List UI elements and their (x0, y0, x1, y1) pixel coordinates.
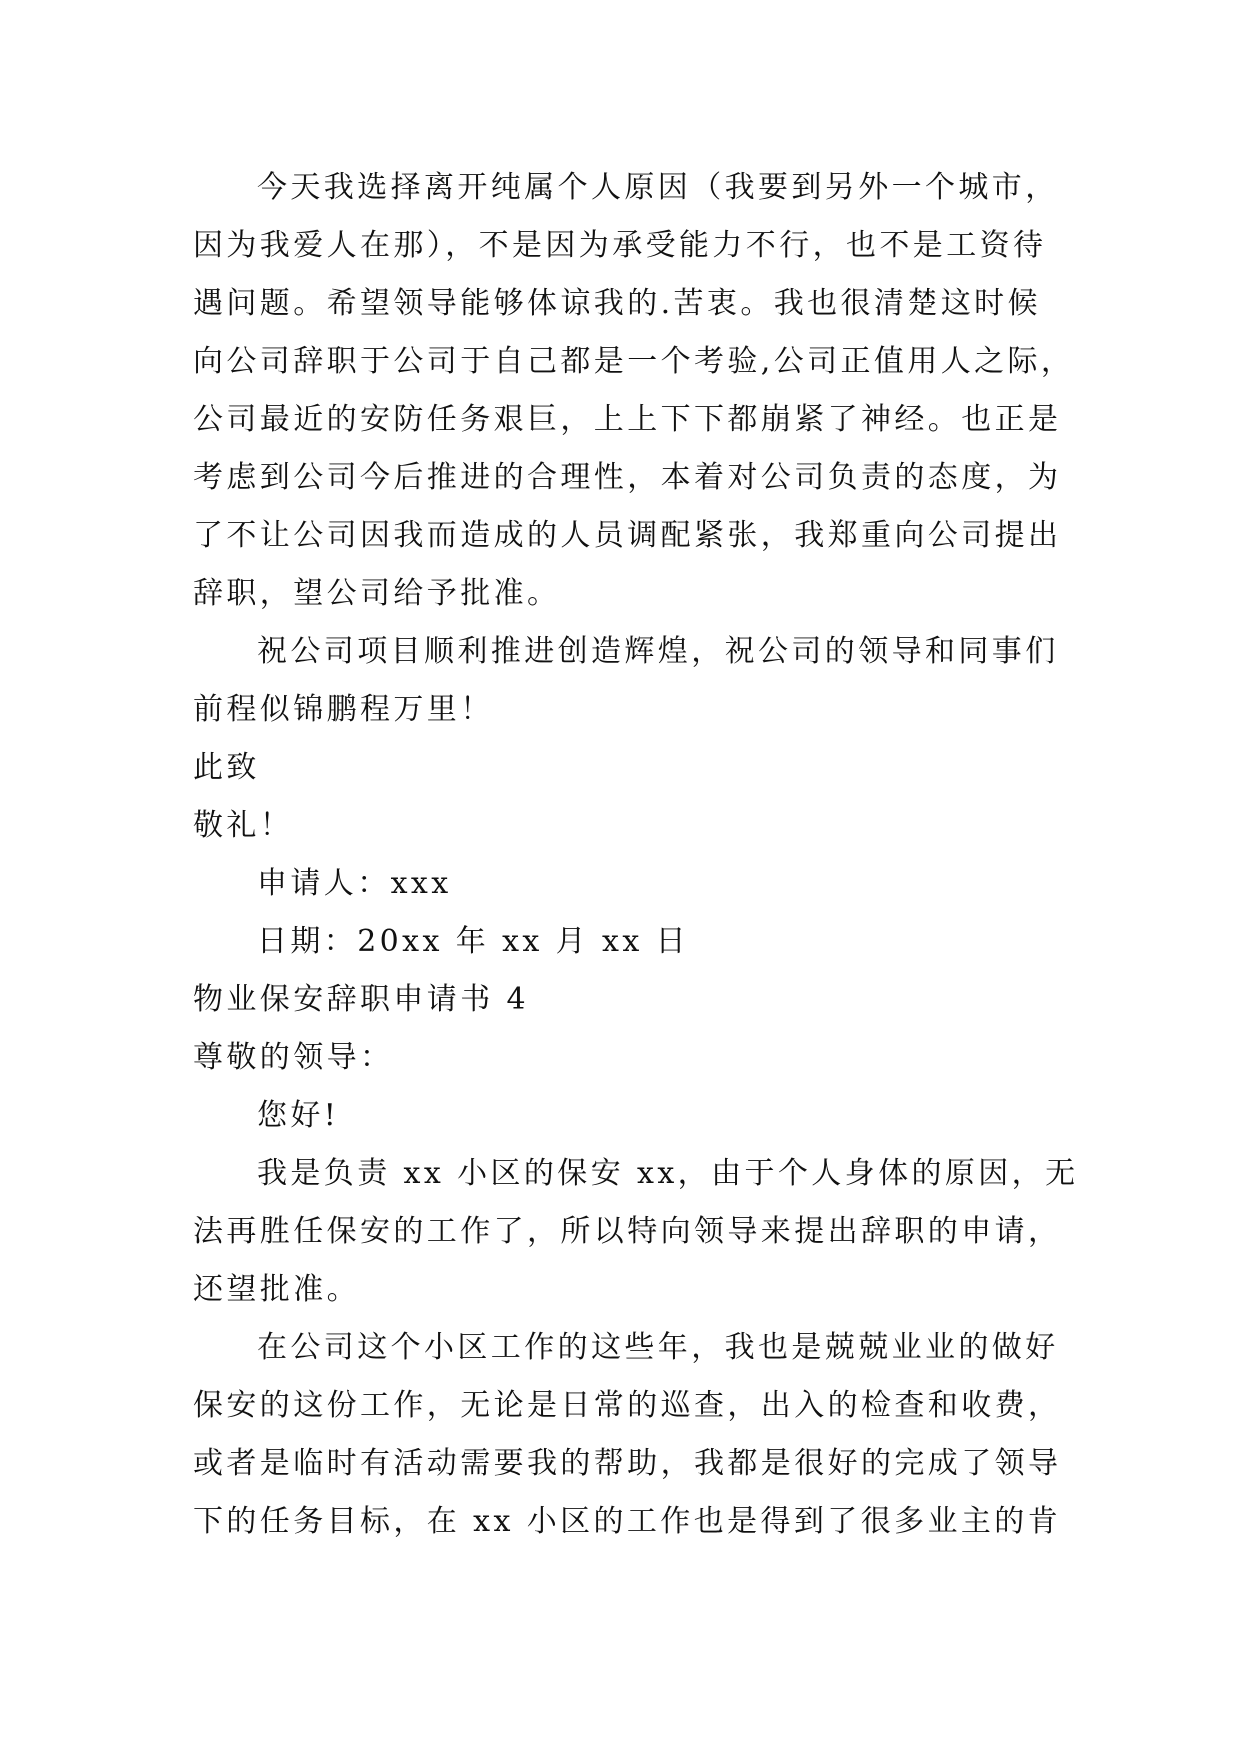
salutation: 尊敬的领导： (193, 1040, 394, 1075)
closing-line: 敬礼！ (193, 808, 294, 843)
date-line: 日期：20xx 年 xx 月 xx 日 (257, 924, 689, 959)
paragraph-line: 公司最近的安防任务艰巨，上上下下都崩紧了神经。也正是 (193, 402, 1062, 437)
paragraph-line: 我是负责 xx 小区的保安 xx，由于个人身体的原因，无 (257, 1156, 1079, 1191)
paragraph-line: 考虑到公司今后推进的合理性，本着对公司负责的态度，为 (193, 460, 1062, 495)
paragraph-line: 在公司这个小区工作的这些年，我也是兢兢业业的做好 (257, 1330, 1059, 1365)
paragraph-line: 前程似锦鹏程万里！ (193, 692, 494, 727)
paragraph-line: 遇问题。希望领导能够体谅我的.苦衷。我也很清楚这时候 (193, 286, 1041, 321)
paragraph-line: 保安的这份工作，无论是日常的巡查，出入的检查和收费， (193, 1388, 1062, 1423)
section-title: 物业保安辞职申请书 4 (193, 982, 530, 1017)
paragraph-line: 下的任务目标，在 xx 小区的工作也是得到了很多业主的肯 (193, 1504, 1062, 1539)
paragraph-line: 辞职，望公司给予批准。 (193, 576, 561, 611)
paragraph-line: 向公司辞职于公司于自己都是一个考验,公司正值用人之际， (193, 344, 1075, 379)
paragraph-line: 因为我爱人在那），不是因为承受能力不行，也不是工资待 (193, 228, 1047, 263)
greeting: 您好! (257, 1098, 340, 1133)
paragraph-line: 今天我选择离开纯属个人原因（我要到另外一个城市， (257, 170, 1059, 205)
applicant-line: 申请人：xxx (257, 866, 452, 901)
paragraph-line: 法再胜任保安的工作了，所以特向领导来提出辞职的申请， (193, 1214, 1062, 1249)
paragraph-line: 祝公司项目顺利推进创造辉煌，祝公司的领导和同事们 (257, 634, 1059, 669)
paragraph-line: 或者是临时有活动需要我的帮助，我都是很好的完成了领导 (193, 1446, 1062, 1481)
paragraph-line: 了不让公司因我而造成的人员调配紧张，我郑重向公司提出 (193, 518, 1062, 553)
closing-line: 此致 (193, 750, 260, 785)
paragraph-line: 还望批准。 (193, 1272, 360, 1307)
